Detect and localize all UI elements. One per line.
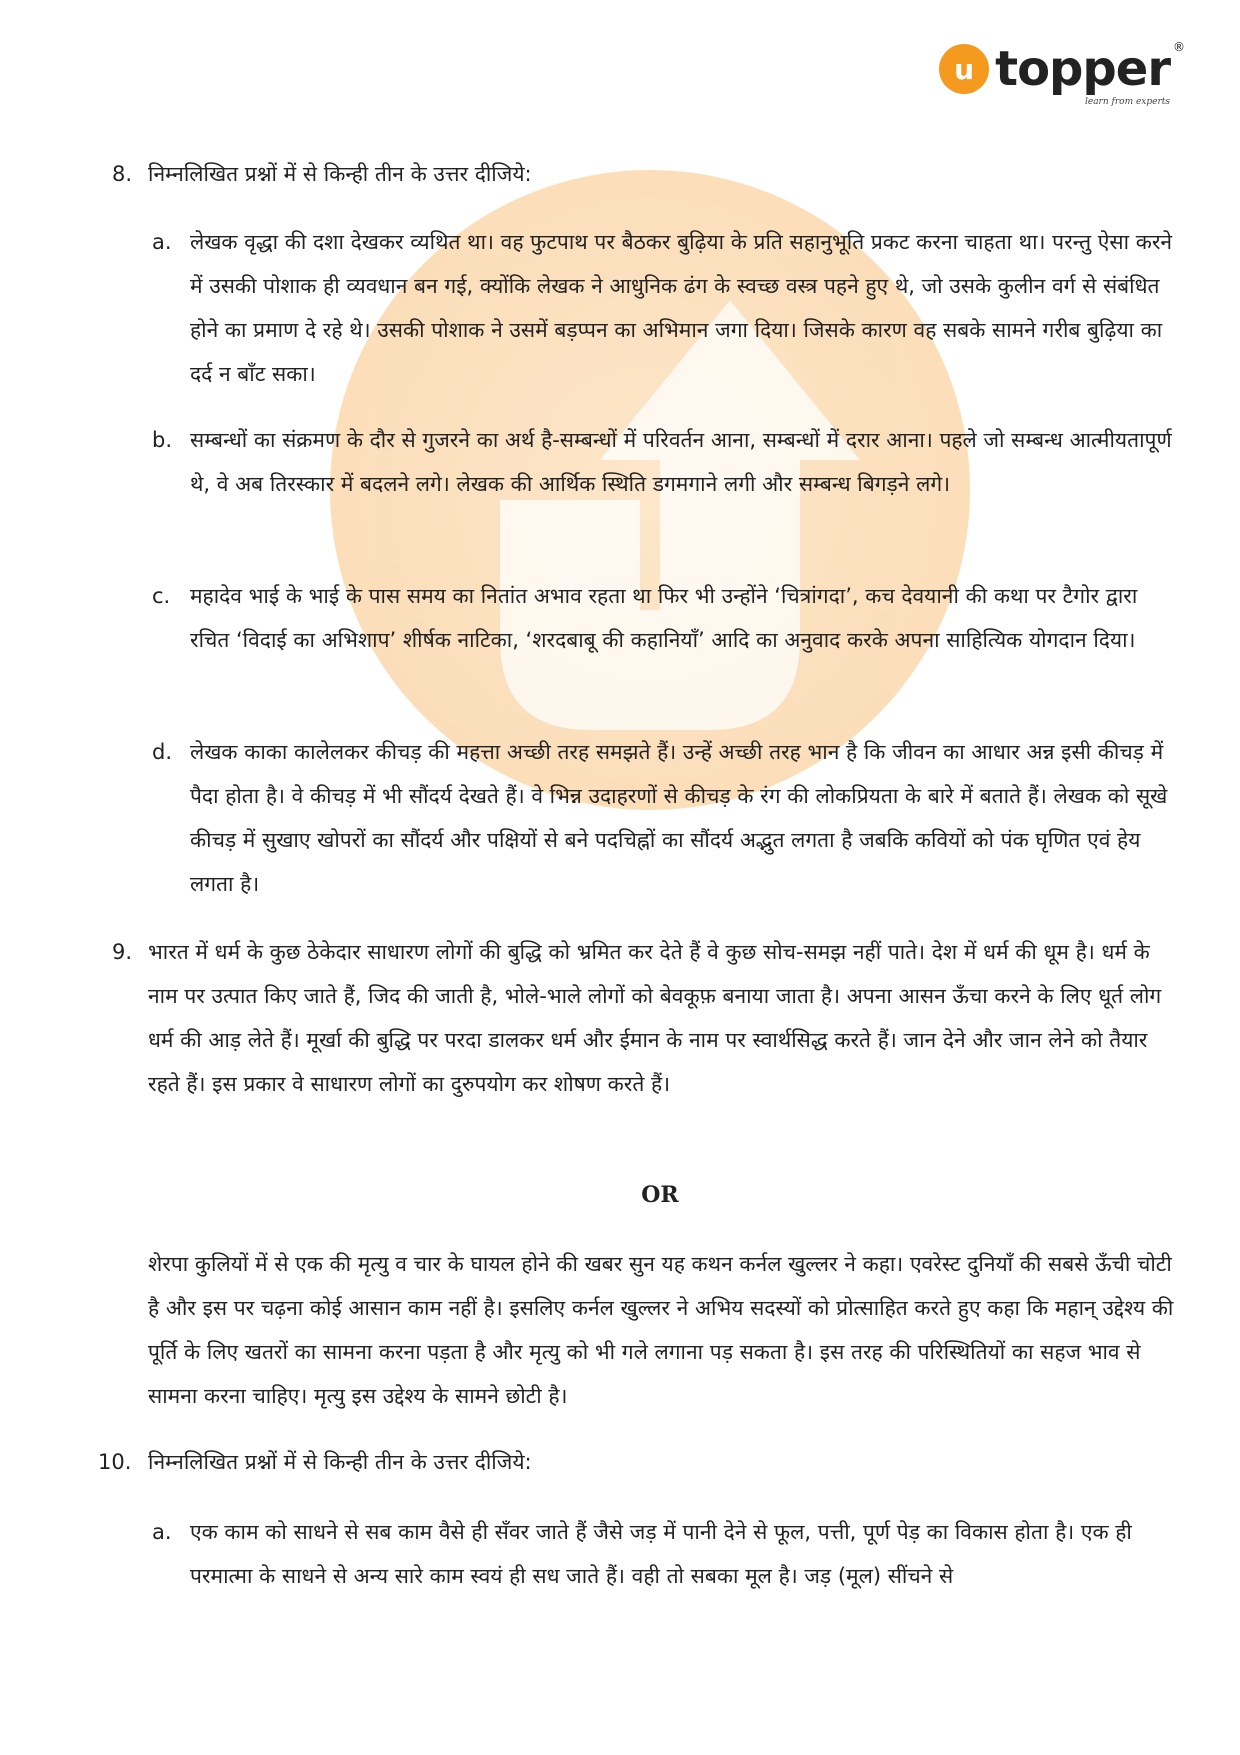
or-divider: OR [641, 1182, 679, 1208]
part-letter: c. [152, 584, 171, 608]
part-text: एक काम को साधने से सब काम वैसे ही सँवर जाते हैं जैसे जड़ में पानी देने से फूल, पत्ती, पूर्ण पेड़ का विकास होता है। एक ही परमात्मा के साधने से अन्य सारे काम स्वयं ही सध जाते हैं। वही तो सबका मूल है। जड़ (मूल) सींचने से [190, 1520, 1132, 1588]
question-text: निम्नलिखित प्रश्नों में से किन्ही तीन के उत्तर दीजिये: [148, 162, 532, 186]
question-text: भारत में धर्म के कुछ ठेकेदार साधारण लोगों की बुद्धि को भ्रमित कर देते हैं वे कुछ सोच-समझ नहीं पाते। देश में धर्म की धूम है। धर्म के नाम पर उत्पात किए जाते हैं, जिद की जाती है, भोले-भाले लोगों को बेवकूफ़ बनाया जाता है। अपना आसन ऊँचा करने के लिए धूर्त लोग धर्म की आड़ लेते हैं। मूर्खा की बुद्धि पर परदा डालकर धर्म और ईमान के नाम पर स्वार्थसिद्ध करते हैं। जान देने और जान लेने को तैयार रहते हैं। इस प्रकार वे साधारण लोगों का दुरुपयोग कर शोषण करते हैं। [148, 940, 1162, 1096]
question-text: निम्नलिखित प्रश्नों में से किन्ही तीन के उत्तर दीजिये: [148, 1450, 532, 1474]
question-number: 9. [112, 940, 133, 964]
part-letter: a. [152, 230, 172, 254]
part-text: लेखक काका कालेलकर कीचड़ की महत्ता अच्छी तरह समझते हैं। उन्हें अच्छी तरह भान है कि जीवन का आधार अन्न इसी कीचड़ में पैदा होता है। वे कीचड़ में भी सौंदर्य देखते हैं। वे भिन्न उदाहरणों से कीचड़ के रंग की लोकप्रियता के बारे में बताते हैं। लेखक को सूखे कीचड़ में सुखाए खोपरों का सौंदर्य और पक्षियों से बने पदचिह्नों का सौंदर्य अद्भुत लगता है जबकि कवियों को पंक घृणित एवं हेय लगता है। [190, 740, 1168, 896]
logo-mark-icon: u [939, 44, 989, 94]
part-text: लेखक वृद्धा की दशा देखकर व्यथित था। वह फुटपाथ पर बैठकर बुढ़िया के प्रति सहानुभूति प्रकट करना चाहता था। परन्तु ऐसा करने में उसकी पोशाक ही व्यवधान बन गई, क्योंकि लेखक ने आधुनिक ढंग के स्वच्छ वस्त्र पहने हुए थे, जो उसके कुलीन वर्ग से संबंधित होने का प्रमाण दे रहे थे। उसकी पोशाक ने उसमें बड़प्पन का अभिमान जगा दिया। जिसके कारण वह सबके सामने गरीब बुढ़िया का दर्द न बाँट सका। [190, 230, 1173, 386]
part-letter: a. [152, 1520, 172, 1544]
question-number: 10. [98, 1450, 132, 1474]
question-number: 8. [112, 162, 133, 186]
part-text: महादेव भाई के भाई के पास समय का नितांत अभाव रहता था फिर भी उन्होंने ‘चित्रांगदा’, कच देवयानी की कथा पर टैगोर द्वारा रचित ‘विदाई का अभिशाप’ शीर्षक नाटिका, ‘शरदबाबू की कहानियाँ’ आदि का अनुवाद करके अपना साहित्यिक योगदान दिया। [190, 584, 1138, 652]
part-text: सम्बन्धों का संक्रमण के दौर से गुजरने का अर्थ है-सम्बन्धों में परिवर्तन आना, सम्बन्धों में दरार आना। पहले जो सम्बन्ध आत्मीयतापूर्ण थे, वे अब तिरस्कार में बदलने लगे। लेखक की आर्थिक स्थिति डगमगाने लगी और सम्बन्ध बिगड़ने लगे। [190, 428, 1172, 496]
or-answer-text: शेरपा कुलियों में से एक की मृत्यु व चार के घायल होने की खबर सुन यह कथन कर्नल खुल्लर ने कहा। एवरेस्ट दुनियाँ की सबसे ऊँची चोटी है और इस पर चढ़ना कोई आसान काम नहीं है। इसलिए कर्नल खुल्लर ने अभिय सदस्यों को प्रोत्साहित करते हुए कहा कि महान् उद्देश्य की पूर्ति के लिए खतरों का सामना करना पड़ता है और मृत्यु को भी गले लगाना पड़ सकता है। इस तरह की परिस्थितियों का सहज भाव से सामना करना चाहिए। मृत्यु इस उद्देश्य के सामने छोटी है। [148, 1252, 1174, 1408]
logo-registered: ® [1173, 40, 1184, 54]
logo-tagline: learn from experts [1084, 97, 1170, 107]
logo-name-text: topper [995, 41, 1170, 97]
part-letter: b. [152, 428, 173, 452]
part-letter: d. [152, 740, 173, 764]
topper-logo [939, 40, 1184, 107]
logo-name [995, 40, 1184, 107]
